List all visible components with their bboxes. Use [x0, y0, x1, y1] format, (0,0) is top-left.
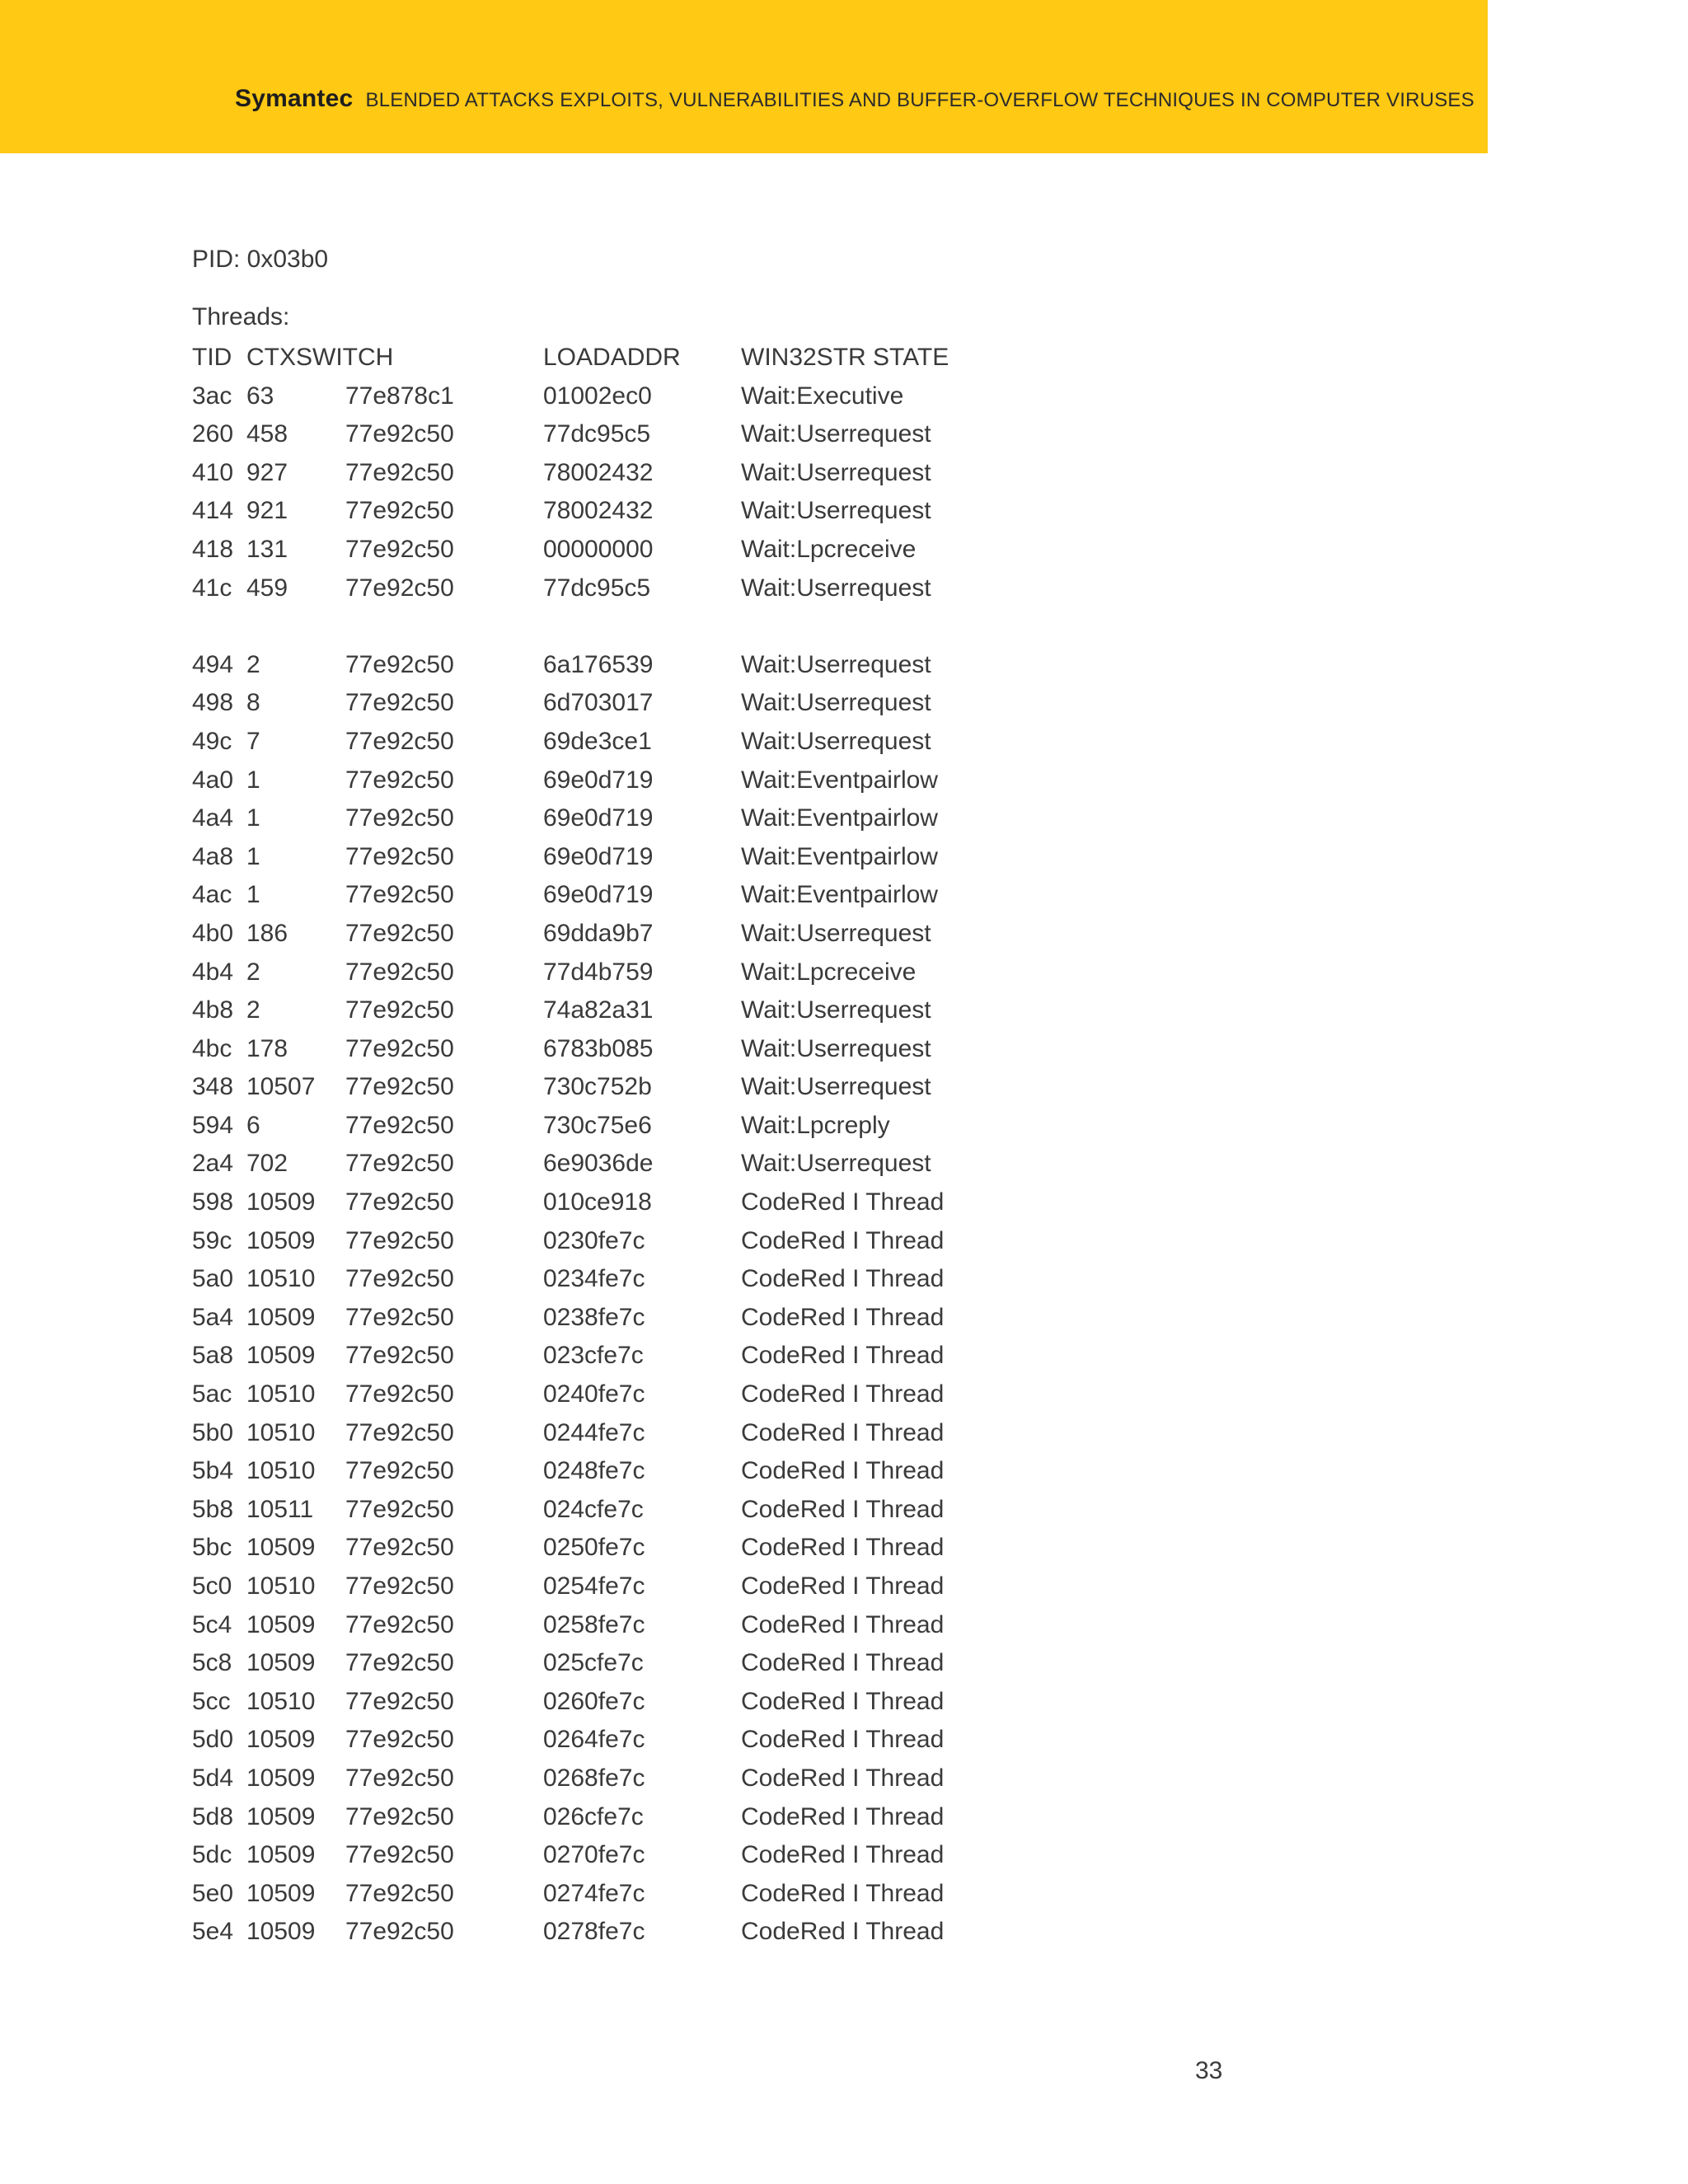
cell-loadaddr: 74a82a31 — [543, 996, 654, 1024]
table-row — [192, 1760, 1016, 1798]
cell-tid: 5d4 — [192, 1764, 234, 1792]
cell-tid: 5c0 — [192, 1572, 232, 1600]
cell-loadaddr: 0254fe7c — [543, 1572, 645, 1600]
cell-state: CodeRed I Thread — [741, 1841, 945, 1869]
cell-tid: 5b0 — [192, 1418, 234, 1446]
cell-loadaddr: 69e0d719 — [543, 804, 654, 832]
table-row — [192, 1068, 1016, 1107]
cell-address: 77e92c50 — [345, 804, 454, 832]
header-loadaddr: LOADADDR — [543, 344, 681, 371]
cell-state: CodeRed I Thread — [741, 1226, 945, 1254]
table-row — [192, 415, 1016, 454]
cell-tid: 4ac — [192, 881, 232, 909]
cell-ctxswitch: 1 — [246, 842, 260, 870]
table-row — [192, 991, 1016, 1030]
cell-ctxswitch: 10510 — [246, 1572, 316, 1600]
cell-address: 77e92c50 — [345, 1726, 454, 1754]
cell-loadaddr: 0234fe7c — [543, 1265, 645, 1293]
cell-tid: 5c8 — [192, 1649, 232, 1677]
cell-tid: 260 — [192, 420, 234, 448]
cell-tid: 5d8 — [192, 1802, 234, 1830]
cell-address: 77e92c50 — [345, 1265, 454, 1293]
cell-loadaddr: 0258fe7c — [543, 1610, 645, 1638]
cell-address: 77e92c50 — [345, 1918, 454, 1946]
cell-address: 77e92c50 — [345, 1841, 454, 1869]
cell-ctxswitch: 10509 — [246, 1649, 316, 1677]
table-row — [192, 838, 1016, 877]
cell-tid: 418 — [192, 535, 234, 563]
document-title: BLENDED ATTACKS EXPLOITS, VULNERABILITIES AND BUFFER-OVERFLOW TECHNIQUES IN COMPUTER VIRUSES — [365, 89, 1475, 111]
table-row — [192, 799, 1016, 838]
cell-loadaddr: 69e0d719 — [543, 766, 654, 794]
cell-state: Wait:Userrequest — [741, 1034, 931, 1062]
header-state: WIN32STR STATE — [741, 344, 950, 371]
cell-ctxswitch: 10509 — [246, 1802, 316, 1830]
table-row — [192, 762, 1016, 800]
cell-ctxswitch: 8 — [246, 689, 260, 717]
cell-state: CodeRed I Thread — [741, 1610, 945, 1638]
cell-address: 77e92c50 — [345, 1687, 454, 1715]
cell-state: CodeRed I Thread — [741, 1342, 945, 1370]
cell-state: Wait:Userrequest — [741, 1073, 931, 1101]
cell-address: 77e92c50 — [345, 1111, 454, 1139]
cell-state: Wait:Lpcreceive — [741, 958, 917, 986]
cell-address: 77e92c50 — [345, 1418, 454, 1446]
cell-address: 77e92c50 — [345, 727, 454, 755]
cell-state: Wait:Userrequest — [741, 996, 931, 1024]
cell-ctxswitch: 10510 — [246, 1687, 316, 1715]
cell-address: 77e92c50 — [345, 1073, 454, 1101]
cell-tid: 498 — [192, 689, 234, 717]
cell-ctxswitch: 10507 — [246, 1073, 316, 1101]
cell-loadaddr: 6a176539 — [543, 650, 654, 678]
cell-address: 77e92c50 — [345, 1457, 454, 1485]
cell-address: 77e92c50 — [345, 650, 454, 678]
cell-address: 77e92c50 — [345, 766, 454, 794]
cell-tid: 414 — [192, 497, 234, 525]
cell-tid: 49c — [192, 727, 232, 755]
cell-state: Wait:Userrequest — [741, 574, 931, 602]
cell-address: 77e92c50 — [345, 996, 454, 1024]
cell-address: 77e92c50 — [345, 1380, 454, 1408]
cell-state: CodeRed I Thread — [741, 1457, 945, 1485]
running-header — [235, 85, 1475, 113]
cell-address: 77e92c50 — [345, 689, 454, 717]
cell-state: CodeRed I Thread — [741, 1764, 945, 1792]
cell-address: 77e92c50 — [345, 1534, 454, 1562]
cell-ctxswitch: 10510 — [246, 1380, 316, 1408]
table-row — [192, 377, 1016, 416]
cell-ctxswitch: 10509 — [246, 1610, 316, 1638]
table-row — [192, 1606, 1016, 1645]
cell-loadaddr: 69de3ce1 — [543, 727, 652, 755]
header-tid: TID — [192, 344, 232, 371]
cell-ctxswitch: 458 — [246, 420, 288, 448]
cell-loadaddr: 00000000 — [543, 535, 654, 563]
cell-address: 77e92c50 — [345, 1495, 454, 1523]
page-number: 33 — [1195, 2057, 1223, 2084]
cell-ctxswitch: 10509 — [246, 1188, 316, 1216]
cell-state: CodeRed I Thread — [741, 1188, 945, 1216]
cell-tid: 4bc — [192, 1034, 232, 1062]
table-row — [192, 569, 1016, 608]
cell-ctxswitch: 1 — [246, 766, 260, 794]
cell-ctxswitch: 10509 — [246, 1226, 316, 1254]
cell-ctxswitch: 927 — [246, 458, 288, 486]
cell-loadaddr: 0250fe7c — [543, 1534, 645, 1562]
cell-loadaddr: 69dda9b7 — [543, 919, 654, 947]
cell-state: Wait:Userrequest — [741, 1150, 931, 1178]
table-row — [192, 1145, 1016, 1183]
cell-tid: 5e0 — [192, 1879, 234, 1907]
cell-address: 77e92c50 — [345, 458, 454, 486]
cell-tid: 5b4 — [192, 1457, 234, 1485]
threads-label: Threads: — [192, 303, 290, 330]
header-ctxswitch: CTXSWITCH — [246, 344, 394, 371]
table-row — [192, 1798, 1016, 1837]
brand-name: Symantec — [235, 85, 354, 112]
cell-ctxswitch: 6 — [246, 1111, 260, 1139]
cell-address: 77e92c50 — [345, 919, 454, 947]
cell-tid: 5bc — [192, 1534, 232, 1562]
cell-state: CodeRed I Thread — [741, 1265, 945, 1293]
cell-loadaddr: 026cfe7c — [543, 1802, 644, 1830]
cell-state: CodeRed I Thread — [741, 1726, 945, 1754]
cell-state: CodeRed I Thread — [741, 1687, 945, 1715]
cell-tid: 5dc — [192, 1841, 232, 1869]
table-row — [192, 1491, 1016, 1530]
cell-ctxswitch: 10510 — [246, 1265, 316, 1293]
cell-state: CodeRed I Thread — [741, 1418, 945, 1446]
cell-state: CodeRed I Thread — [741, 1918, 945, 1946]
cell-loadaddr: 0230fe7c — [543, 1226, 645, 1254]
table-row — [192, 1337, 1016, 1376]
cell-ctxswitch: 2 — [246, 958, 260, 986]
table-row — [192, 1913, 1016, 1952]
table-row — [192, 1683, 1016, 1722]
cell-ctxswitch: 10509 — [246, 1726, 316, 1754]
header-band — [0, 0, 1488, 153]
cell-tid: 4b0 — [192, 919, 234, 947]
cell-address: 77e92c50 — [345, 1342, 454, 1370]
cell-state: Wait:Eventpairlow — [741, 842, 938, 870]
cell-loadaddr: 730c752b — [543, 1073, 652, 1101]
table-header-row — [192, 339, 1016, 377]
table-row — [192, 723, 1016, 762]
cell-address: 77e92c50 — [345, 1226, 454, 1254]
cell-state: Wait:Userrequest — [741, 420, 931, 448]
cell-address: 77e92c50 — [345, 1188, 454, 1216]
table-row — [192, 1107, 1016, 1146]
cell-address: 77e92c50 — [345, 1764, 454, 1792]
cell-tid: 5cc — [192, 1687, 231, 1715]
cell-ctxswitch: 10509 — [246, 1303, 316, 1331]
cell-ctxswitch: 10510 — [246, 1457, 316, 1485]
cell-loadaddr: 0268fe7c — [543, 1764, 645, 1792]
thread-table — [192, 339, 1016, 1952]
cell-tid: 594 — [192, 1111, 234, 1139]
cell-address: 77e92c50 — [345, 1649, 454, 1677]
cell-ctxswitch: 10509 — [246, 1342, 316, 1370]
cell-loadaddr: 023cfe7c — [543, 1342, 644, 1370]
cell-tid: 4a4 — [192, 804, 234, 832]
cell-state: CodeRed I Thread — [741, 1303, 945, 1331]
cell-state: Wait:Eventpairlow — [741, 804, 938, 832]
cell-ctxswitch: 178 — [246, 1034, 288, 1062]
cell-ctxswitch: 186 — [246, 919, 288, 947]
cell-ctxswitch: 10509 — [246, 1879, 316, 1907]
cell-loadaddr: 77d4b759 — [543, 958, 654, 986]
cell-address: 77e92c50 — [345, 881, 454, 909]
cell-address: 77e92c50 — [345, 1150, 454, 1178]
pid-line: PID: 0x03b0 — [192, 246, 329, 273]
cell-loadaddr: 0264fe7c — [543, 1726, 645, 1754]
cell-tid: 5a0 — [192, 1265, 234, 1293]
table-row — [192, 492, 1016, 531]
cell-ctxswitch: 10509 — [246, 1918, 316, 1946]
cell-address: 77e92c50 — [345, 420, 454, 448]
cell-state: Wait:Userrequest — [741, 497, 931, 525]
cell-loadaddr: 6e9036de — [543, 1150, 654, 1178]
cell-address: 77e92c50 — [345, 535, 454, 563]
cell-loadaddr: 010ce918 — [543, 1188, 652, 1216]
cell-tid: 3ac — [192, 382, 232, 410]
table-body — [192, 377, 1016, 1952]
cell-ctxswitch: 10509 — [246, 1534, 316, 1562]
cell-ctxswitch: 63 — [246, 382, 274, 410]
cell-tid: 4a0 — [192, 766, 234, 794]
cell-state: Wait:Eventpairlow — [741, 766, 938, 794]
cell-loadaddr: 0238fe7c — [543, 1303, 645, 1331]
cell-ctxswitch: 1 — [246, 881, 260, 909]
cell-tid: 4b4 — [192, 958, 234, 986]
cell-loadaddr: 01002ec0 — [543, 382, 652, 410]
cell-loadaddr: 0278fe7c — [543, 1918, 645, 1946]
cell-state: CodeRed I Thread — [741, 1534, 945, 1562]
table-row — [192, 1875, 1016, 1914]
cell-state: Wait:Userrequest — [741, 727, 931, 755]
cell-tid: 5d0 — [192, 1726, 234, 1754]
cell-ctxswitch: 131 — [246, 535, 288, 563]
cell-ctxswitch: 702 — [246, 1150, 288, 1178]
table-row — [192, 1183, 1016, 1222]
cell-tid: 5a8 — [192, 1342, 234, 1370]
cell-tid: 2a4 — [192, 1150, 234, 1178]
table-row — [192, 531, 1016, 569]
table-row — [192, 1529, 1016, 1568]
cell-address: 77e92c50 — [345, 1802, 454, 1830]
cell-state: Wait:Executive — [741, 382, 904, 410]
cell-tid: 4a8 — [192, 842, 234, 870]
cell-loadaddr: 730c75e6 — [543, 1111, 652, 1139]
cell-tid: 348 — [192, 1073, 234, 1101]
cell-loadaddr: 77dc95c5 — [543, 420, 651, 448]
cell-state: Wait:Userrequest — [741, 919, 931, 947]
cell-ctxswitch: 2 — [246, 996, 260, 1024]
cell-state: Wait:Lpcreceive — [741, 535, 917, 563]
cell-address: 77e92c50 — [345, 574, 454, 602]
table-row — [192, 1836, 1016, 1875]
table-row — [192, 1568, 1016, 1606]
cell-state: CodeRed I Thread — [741, 1572, 945, 1600]
cell-loadaddr: 025cfe7c — [543, 1649, 644, 1677]
cell-tid: 410 — [192, 458, 234, 486]
cell-address: 77e92c50 — [345, 1572, 454, 1600]
table-row — [192, 1376, 1016, 1414]
cell-ctxswitch: 921 — [246, 497, 288, 525]
cell-tid: 5c4 — [192, 1610, 232, 1638]
table-row — [192, 1452, 1016, 1491]
cell-tid: 41c — [192, 574, 232, 602]
table-row — [192, 1030, 1016, 1069]
cell-ctxswitch: 10511 — [246, 1495, 314, 1523]
cell-address: 77e878c1 — [345, 382, 454, 410]
cell-loadaddr: 77dc95c5 — [543, 574, 651, 602]
table-row — [192, 876, 1016, 915]
cell-state: Wait:Userrequest — [741, 458, 931, 486]
cell-ctxswitch: 7 — [246, 727, 260, 755]
cell-ctxswitch: 10510 — [246, 1418, 316, 1446]
cell-state: CodeRed I Thread — [741, 1649, 945, 1677]
cell-tid: 5ac — [192, 1380, 232, 1408]
cell-loadaddr: 69e0d719 — [543, 842, 654, 870]
cell-loadaddr: 0240fe7c — [543, 1380, 645, 1408]
cell-address: 77e92c50 — [345, 958, 454, 986]
cell-address: 77e92c50 — [345, 842, 454, 870]
table-row — [192, 1644, 1016, 1683]
table-row — [192, 1414, 1016, 1453]
cell-loadaddr: 0248fe7c — [543, 1457, 645, 1485]
cell-loadaddr: 0274fe7c — [543, 1879, 645, 1907]
cell-loadaddr: 78002432 — [543, 458, 654, 486]
cell-loadaddr: 6783b085 — [543, 1034, 654, 1062]
cell-tid: 5e4 — [192, 1918, 234, 1946]
table-row — [192, 954, 1016, 992]
cell-state: Wait:Eventpairlow — [741, 881, 938, 909]
table-row — [192, 1222, 1016, 1261]
cell-ctxswitch: 2 — [246, 650, 260, 678]
cell-state: Wait:Lpcreply — [741, 1111, 890, 1139]
table-row — [192, 684, 1016, 723]
cell-loadaddr: 6d703017 — [543, 689, 654, 717]
cell-address: 77e92c50 — [345, 1034, 454, 1062]
cell-state: CodeRed I Thread — [741, 1802, 945, 1830]
table-row — [192, 1299, 1016, 1338]
cell-state: Wait:Userrequest — [741, 689, 931, 717]
table-row — [192, 646, 1016, 685]
cell-address: 77e92c50 — [345, 1879, 454, 1907]
cell-state: CodeRed I Thread — [741, 1495, 945, 1523]
table-row — [192, 454, 1016, 493]
cell-tid: 59c — [192, 1226, 232, 1254]
cell-address: 77e92c50 — [345, 497, 454, 525]
cell-loadaddr: 69e0d719 — [543, 881, 654, 909]
cell-loadaddr: 0270fe7c — [543, 1841, 645, 1869]
table-row — [192, 915, 1016, 954]
cell-tid: 5b8 — [192, 1495, 234, 1523]
cell-tid: 494 — [192, 650, 234, 678]
cell-ctxswitch: 1 — [246, 804, 260, 832]
cell-state: CodeRed I Thread — [741, 1879, 945, 1907]
cell-ctxswitch: 10509 — [246, 1841, 316, 1869]
cell-ctxswitch: 459 — [246, 574, 288, 602]
cell-state: Wait:Userrequest — [741, 650, 931, 678]
table-row — [192, 1721, 1016, 1760]
cell-address: 77e92c50 — [345, 1303, 454, 1331]
cell-loadaddr: 0260fe7c — [543, 1687, 645, 1715]
cell-loadaddr: 0244fe7c — [543, 1418, 645, 1446]
cell-address: 77e92c50 — [345, 1610, 454, 1638]
cell-ctxswitch: 10509 — [246, 1764, 316, 1792]
cell-loadaddr: 78002432 — [543, 497, 654, 525]
cell-loadaddr: 024cfe7c — [543, 1495, 644, 1523]
cell-state: CodeRed I Thread — [741, 1380, 945, 1408]
cell-tid: 598 — [192, 1188, 234, 1216]
cell-tid: 5a4 — [192, 1303, 234, 1331]
cell-tid: 4b8 — [192, 996, 234, 1024]
table-row — [192, 1260, 1016, 1299]
